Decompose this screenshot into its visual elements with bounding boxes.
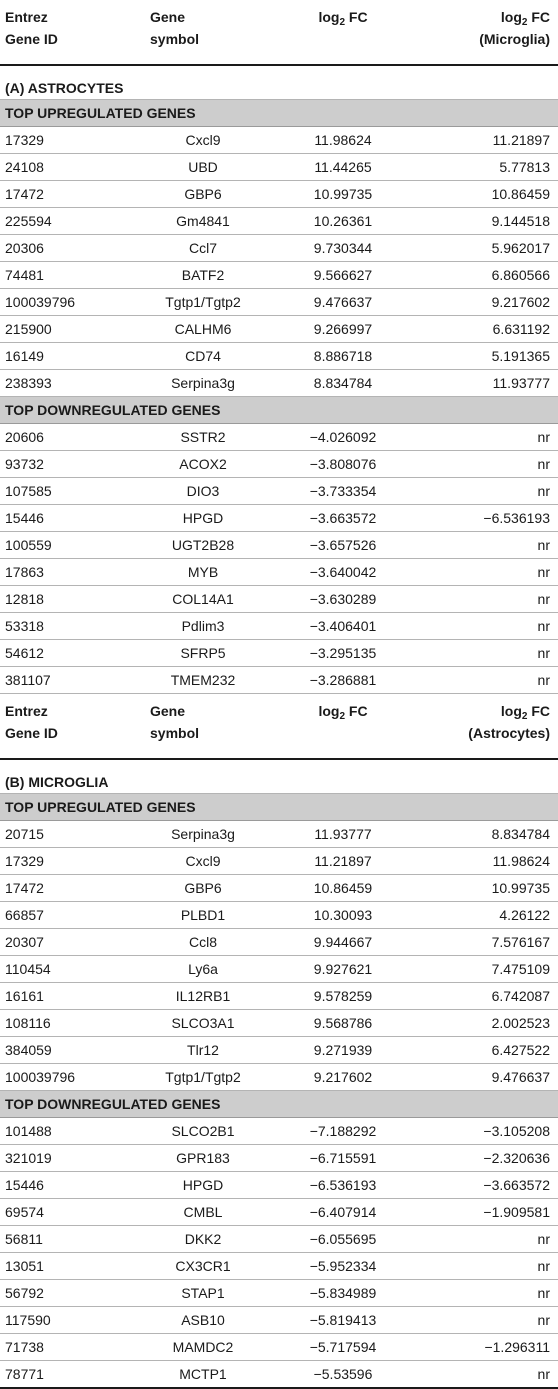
log2-fc-cell: 11.21897 xyxy=(278,848,408,875)
entrez-id-cell: 16149 xyxy=(0,343,128,370)
entrez-id-cell: 100039796 xyxy=(0,289,128,316)
entrez-id-cell: 69574 xyxy=(0,1199,128,1226)
entrez-id-cell: 20715 xyxy=(0,821,128,848)
table-row xyxy=(0,1145,558,1172)
log2-fc-other-cell: 5.77813 xyxy=(408,154,558,181)
entrez-id-cell: 66857 xyxy=(0,902,128,929)
entrez-id-cell: 17329 xyxy=(0,848,128,875)
log2-fc-cell: 8.886718 xyxy=(278,343,408,370)
group-header-row xyxy=(0,794,558,821)
log2-fc-other-cell: 7.475109 xyxy=(408,956,558,983)
log2-fc-other-cell: −3.105208 xyxy=(408,1118,558,1145)
gene-symbol-cell: STAP1 xyxy=(128,1280,278,1307)
log2-fc-cell: −3.630289 xyxy=(278,586,408,613)
table-row xyxy=(0,1334,558,1361)
entrez-id-cell: 13051 xyxy=(0,1253,128,1280)
log2-fc-cell: 8.834784 xyxy=(278,370,408,397)
header-row-a xyxy=(0,0,558,65)
group-header-row xyxy=(0,1091,558,1118)
gene-symbol-cell: Tgtp1/Tgtp2 xyxy=(128,1064,278,1091)
gene-symbol-cell: SLCO3A1 xyxy=(128,1010,278,1037)
log2-fc-other-cell: nr xyxy=(408,478,558,505)
log2-fc-cell: −3.406401 xyxy=(278,613,408,640)
gene-symbol-cell: CD74 xyxy=(128,343,278,370)
gene-symbol-cell: Cxcl9 xyxy=(128,127,278,154)
log2-fc-cell: 9.578259 xyxy=(278,983,408,1010)
log2-fc-cell: 9.271939 xyxy=(278,1037,408,1064)
entrez-id-cell: 56811 xyxy=(0,1226,128,1253)
entrez-id-cell: 100039796 xyxy=(0,1064,128,1091)
entrez-id-cell: 54612 xyxy=(0,640,128,667)
log2-fc-other-cell: nr xyxy=(408,424,558,451)
gene-symbol-cell: CALHM6 xyxy=(128,316,278,343)
log2-fc-cell: −5.717594 xyxy=(278,1334,408,1361)
group-label: TOP UPREGULATED GENES xyxy=(0,100,558,127)
table-row xyxy=(0,1064,558,1091)
header-gene-symbol: Gene symbol xyxy=(128,694,278,760)
table-row xyxy=(0,505,558,532)
header-entrez-gene-id: Entrez Gene ID xyxy=(0,0,128,65)
table-row xyxy=(0,1037,558,1064)
table-row xyxy=(0,1118,558,1145)
table-row xyxy=(0,902,558,929)
log2-fc-other-cell: nr xyxy=(408,532,558,559)
group-label: TOP DOWNREGULATED GENES xyxy=(0,1091,558,1118)
log2-fc-other-cell: nr xyxy=(408,1253,558,1280)
entrez-id-cell: 100559 xyxy=(0,532,128,559)
table-row xyxy=(0,289,558,316)
table-row xyxy=(0,929,558,956)
table-row xyxy=(0,235,558,262)
table-row xyxy=(0,154,558,181)
table-row xyxy=(0,262,558,289)
log2-fc-cell: 11.44265 xyxy=(278,154,408,181)
gene-symbol-cell: COL14A1 xyxy=(128,586,278,613)
entrez-id-cell: 101488 xyxy=(0,1118,128,1145)
header-log2-fc: $\log_2$ FC xyxy=(278,694,408,760)
table-row xyxy=(0,181,558,208)
log2-fc-other-cell: 6.860566 xyxy=(408,262,558,289)
log2-fc-other-cell: nr xyxy=(408,1226,558,1253)
header-row-b xyxy=(0,694,558,760)
gene-symbol-cell: IL12RB1 xyxy=(128,983,278,1010)
header-entrez-gene-id: Entrez Gene ID xyxy=(0,694,128,760)
log2-fc-other-cell: nr xyxy=(408,640,558,667)
log2-fc-other-cell: nr xyxy=(408,1280,558,1307)
gene-symbol-cell: Gm4841 xyxy=(128,208,278,235)
entrez-id-cell: 17329 xyxy=(0,127,128,154)
section-title-row xyxy=(0,65,558,100)
section-title-row xyxy=(0,759,558,794)
gene-symbol-cell: CX3CR1 xyxy=(128,1253,278,1280)
entrez-id-cell: 117590 xyxy=(0,1307,128,1334)
log2-fc-other-cell: nr xyxy=(408,613,558,640)
log2-fc-other-cell: −3.663572 xyxy=(408,1172,558,1199)
log2-fc-cell: 9.266997 xyxy=(278,316,408,343)
log2-fc-other-cell: −6.536193 xyxy=(408,505,558,532)
table-row xyxy=(0,1172,558,1199)
log2-fc-cell: 9.927621 xyxy=(278,956,408,983)
entrez-id-cell: 93732 xyxy=(0,451,128,478)
log2-fc-other-cell: 11.21897 xyxy=(408,127,558,154)
table-row xyxy=(0,875,558,902)
table-row xyxy=(0,316,558,343)
log2-fc-other-cell: nr xyxy=(408,559,558,586)
entrez-id-cell: 20306 xyxy=(0,235,128,262)
log2-fc-cell: −3.663572 xyxy=(278,505,408,532)
entrez-id-cell: 17472 xyxy=(0,875,128,902)
log2-fc-other-cell: 11.93777 xyxy=(408,370,558,397)
gene-symbol-cell: BATF2 xyxy=(128,262,278,289)
log2-fc-cell: −5.53596 xyxy=(278,1361,408,1389)
entrez-id-cell: 381107 xyxy=(0,667,128,694)
entrez-id-cell: 15446 xyxy=(0,505,128,532)
log2-fc-cell: −6.536193 xyxy=(278,1172,408,1199)
gene-symbol-cell: DIO3 xyxy=(128,478,278,505)
log2-fc-other-cell: −1.909581 xyxy=(408,1199,558,1226)
table-row xyxy=(0,667,558,694)
log2-fc-other-cell: nr xyxy=(408,451,558,478)
entrez-id-cell: 321019 xyxy=(0,1145,128,1172)
table-row xyxy=(0,424,558,451)
table-row xyxy=(0,586,558,613)
log2-fc-cell: −3.733354 xyxy=(278,478,408,505)
header-log2-fc-other: $\log_2$ FC (Microglia) xyxy=(408,0,558,65)
gene-symbol-cell: SFRP5 xyxy=(128,640,278,667)
log2-fc-cell: −4.026092 xyxy=(278,424,408,451)
gene-symbol-cell: CMBL xyxy=(128,1199,278,1226)
entrez-id-cell: 15446 xyxy=(0,1172,128,1199)
entrez-id-cell: 20307 xyxy=(0,929,128,956)
log2-fc-cell: −3.640042 xyxy=(278,559,408,586)
log2-fc-cell: −6.715591 xyxy=(278,1145,408,1172)
table-row xyxy=(0,848,558,875)
log2-fc-cell: 9.944667 xyxy=(278,929,408,956)
table-row xyxy=(0,1361,558,1389)
entrez-id-cell: 74481 xyxy=(0,262,128,289)
table-row xyxy=(0,1010,558,1037)
log2-fc-cell: −6.055695 xyxy=(278,1226,408,1253)
log2-fc-cell: 9.476637 xyxy=(278,289,408,316)
table-row xyxy=(0,532,558,559)
table-row xyxy=(0,1253,558,1280)
table-row xyxy=(0,343,558,370)
log2-fc-other-cell: 6.742087 xyxy=(408,983,558,1010)
entrez-id-cell: 17472 xyxy=(0,181,128,208)
gene-symbol-cell: ASB10 xyxy=(128,1307,278,1334)
table-row xyxy=(0,208,558,235)
log2-fc-other-cell: 10.99735 xyxy=(408,875,558,902)
log2-fc-other-cell: 11.98624 xyxy=(408,848,558,875)
log2-fc-other-cell: 5.191365 xyxy=(408,343,558,370)
gene-symbol-cell: TMEM232 xyxy=(128,667,278,694)
log2-fc-cell: 9.730344 xyxy=(278,235,408,262)
table-row xyxy=(0,1280,558,1307)
log2-fc-cell: 11.93777 xyxy=(278,821,408,848)
log2-fc-other-cell: nr xyxy=(408,1307,558,1334)
log2-fc-other-cell: 5.962017 xyxy=(408,235,558,262)
entrez-id-cell: 71738 xyxy=(0,1334,128,1361)
log2-fc-other-cell: nr xyxy=(408,586,558,613)
log2-fc-cell: 10.99735 xyxy=(278,181,408,208)
entrez-id-cell: 225594 xyxy=(0,208,128,235)
gene-symbol-cell: Tlr12 xyxy=(128,1037,278,1064)
gene-symbol-cell: Ccl8 xyxy=(128,929,278,956)
log2-fc-other-cell: 9.144518 xyxy=(408,208,558,235)
log2-fc-other-cell: 6.427522 xyxy=(408,1037,558,1064)
entrez-id-cell: 24108 xyxy=(0,154,128,181)
gene-symbol-cell: DKK2 xyxy=(128,1226,278,1253)
table-row xyxy=(0,821,558,848)
log2-fc-cell: 9.566627 xyxy=(278,262,408,289)
log2-fc-other-cell: nr xyxy=(408,667,558,694)
table-row xyxy=(0,370,558,397)
entrez-id-cell: 12818 xyxy=(0,586,128,613)
entrez-id-cell: 78771 xyxy=(0,1361,128,1389)
log2-fc-cell: 10.30093 xyxy=(278,902,408,929)
log2-fc-cell: −3.657526 xyxy=(278,532,408,559)
gene-symbol-cell: Serpina3g xyxy=(128,821,278,848)
entrez-id-cell: 215900 xyxy=(0,316,128,343)
log2-fc-cell: −5.834989 xyxy=(278,1280,408,1307)
log2-fc-cell: −5.819413 xyxy=(278,1307,408,1334)
entrez-id-cell: 384059 xyxy=(0,1037,128,1064)
entrez-id-cell: 56792 xyxy=(0,1280,128,1307)
log2-fc-cell: −6.407914 xyxy=(278,1199,408,1226)
gene-symbol-cell: SLCO2B1 xyxy=(128,1118,278,1145)
entrez-id-cell: 53318 xyxy=(0,613,128,640)
log2-fc-cell: 10.26361 xyxy=(278,208,408,235)
gene-symbol-cell: ACOX2 xyxy=(128,451,278,478)
entrez-id-cell: 16161 xyxy=(0,983,128,1010)
table-row xyxy=(0,983,558,1010)
log2-fc-other-cell: 9.476637 xyxy=(408,1064,558,1091)
table-row xyxy=(0,1307,558,1334)
gene-symbol-cell: MYB xyxy=(128,559,278,586)
log2-fc-cell: 10.86459 xyxy=(278,875,408,902)
log2-fc-cell: 11.98624 xyxy=(278,127,408,154)
log2-fc-cell: 9.568786 xyxy=(278,1010,408,1037)
log2-fc-other-cell: 10.86459 xyxy=(408,181,558,208)
header-gene-symbol: Gene symbol xyxy=(128,0,278,65)
gene-symbol-cell: MCTP1 xyxy=(128,1361,278,1389)
log2-fc-other-cell: 6.631192 xyxy=(408,316,558,343)
table-row xyxy=(0,640,558,667)
entrez-id-cell: 108116 xyxy=(0,1010,128,1037)
entrez-id-cell: 17863 xyxy=(0,559,128,586)
gene-symbol-cell: Ccl7 xyxy=(128,235,278,262)
group-label: TOP DOWNREGULATED GENES xyxy=(0,397,558,424)
entrez-id-cell: 20606 xyxy=(0,424,128,451)
log2-fc-cell: −3.808076 xyxy=(278,451,408,478)
gene-symbol-cell: UBD xyxy=(128,154,278,181)
gene-symbol-cell: HPGD xyxy=(128,505,278,532)
section-title: (A) ASTROCYTES xyxy=(0,65,558,100)
table-row xyxy=(0,1226,558,1253)
log2-fc-cell: −3.295135 xyxy=(278,640,408,667)
gene-symbol-cell: SSTR2 xyxy=(128,424,278,451)
table-row xyxy=(0,478,558,505)
gene-symbol-cell: MAMDC2 xyxy=(128,1334,278,1361)
table-row xyxy=(0,127,558,154)
gene-symbol-cell: Cxcl9 xyxy=(128,848,278,875)
entrez-id-cell: 238393 xyxy=(0,370,128,397)
table-row xyxy=(0,559,558,586)
log2-fc-other-cell: 4.26122 xyxy=(408,902,558,929)
table-row xyxy=(0,956,558,983)
group-header-row xyxy=(0,397,558,424)
log2-fc-cell: −7.188292 xyxy=(278,1118,408,1145)
gene-symbol-cell: Tgtp1/Tgtp2 xyxy=(128,289,278,316)
gene-symbol-cell: Pdlim3 xyxy=(128,613,278,640)
gene-symbol-cell: UGT2B28 xyxy=(128,532,278,559)
header-log2-fc-other: $\log_2$ FC (Astrocytes) xyxy=(408,694,558,760)
header-log2-fc: $\log_2$ FC xyxy=(278,0,408,65)
log2-fc-cell: 9.217602 xyxy=(278,1064,408,1091)
log2-fc-other-cell: −2.320636 xyxy=(408,1145,558,1172)
log2-fc-other-cell: nr xyxy=(408,1361,558,1389)
entrez-id-cell: 110454 xyxy=(0,956,128,983)
gene-symbol-cell: Serpina3g xyxy=(128,370,278,397)
table-row xyxy=(0,1199,558,1226)
entrez-id-cell: 107585 xyxy=(0,478,128,505)
log2-fc-cell: −5.952334 xyxy=(278,1253,408,1280)
table-row xyxy=(0,613,558,640)
group-header-row xyxy=(0,100,558,127)
gene-symbol-cell: HPGD xyxy=(128,1172,278,1199)
gene-symbol-cell: PLBD1 xyxy=(128,902,278,929)
gene-symbol-cell: GBP6 xyxy=(128,181,278,208)
gene-symbol-cell: GBP6 xyxy=(128,875,278,902)
group-label: TOP UPREGULATED GENES xyxy=(0,794,558,821)
log2-fc-other-cell: 7.576167 xyxy=(408,929,558,956)
log2-fc-other-cell: −1.296311 xyxy=(408,1334,558,1361)
log2-fc-other-cell: 2.002523 xyxy=(408,1010,558,1037)
log2-fc-cell: −3.286881 xyxy=(278,667,408,694)
log2-fc-other-cell: 8.834784 xyxy=(408,821,558,848)
section-title: (B) MICROGLIA xyxy=(0,759,558,794)
gene-symbol-cell: Ly6a xyxy=(128,956,278,983)
table-row xyxy=(0,451,558,478)
gene-symbol-cell: GPR183 xyxy=(128,1145,278,1172)
log2-fc-other-cell: 9.217602 xyxy=(408,289,558,316)
